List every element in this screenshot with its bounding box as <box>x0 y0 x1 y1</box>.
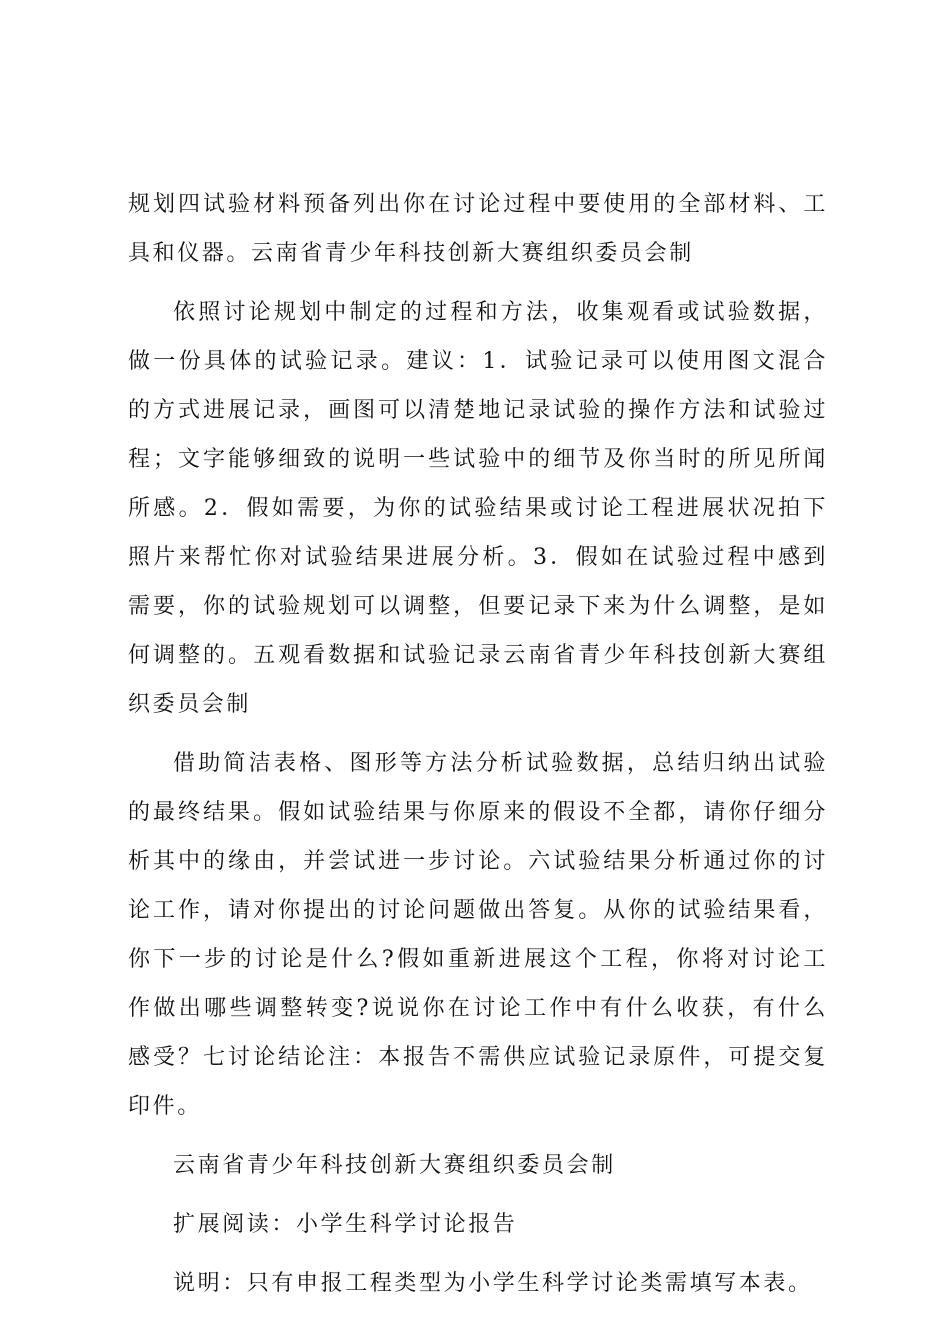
paragraph-organizer: 云南省青少年科技创新大赛组织委员会制 <box>173 1153 616 1178</box>
paragraph-experiment-record: 依照讨论规划中制定的过程和方法，收集观看或试验数据，做一份具体的试验记录。建议：1．试验记录可以使用图文混合的方式进展记录，画图可以清楚地记录试验的操作方法和试验过程；文字能够细致的说明一些试验中的细节及你当时的所见所闻所感。2．假如需要，为你的试验结果或讨论工程进展状况拍下照片来帮忙你对试验结果进展分析。3．假如在试验过程中感到需要，你的试验规划可以调整，但要记录下来为什么调整，是如何调整的。五观看数据和试验记录云南省青少年科技创新大赛组织委员会制 <box>128 300 828 717</box>
paragraph-extended-reading: 扩展阅读：小学生科学讨论报告 <box>173 1212 518 1237</box>
document-body <box>128 180 828 1318</box>
paragraph-result-analysis: 借助简洁表格、图形等方法分析试验数据，总结归纳出试验的最终结果。假如试验结果与你原来的假设不全都，请你仔细分析其中的缘由，并尝试进一步讨论。六试验结果分析通过你的讨论工作，请对你提出的讨论问题做出答复。从你的试验结果看，你下一步的讨论是什么?假如重新进展这个工程，你将对讨论工作做出哪些调整转变?说说你在讨论工作中有什么收获，有什么感受？七讨论结论注：本报告不需供应试验记录原件，可提交复印件。 <box>128 751 828 1119</box>
paragraph-note: 说明：只有申报工程类型为小学生科学讨论类需填写本表。 <box>173 1271 813 1296</box>
paragraph-materials: 规划四试验材料预备列出你在讨论过程中要使用的全部材料、工具和仪器。云南省青少年科技创新大赛组织委员会制 <box>128 192 828 266</box>
